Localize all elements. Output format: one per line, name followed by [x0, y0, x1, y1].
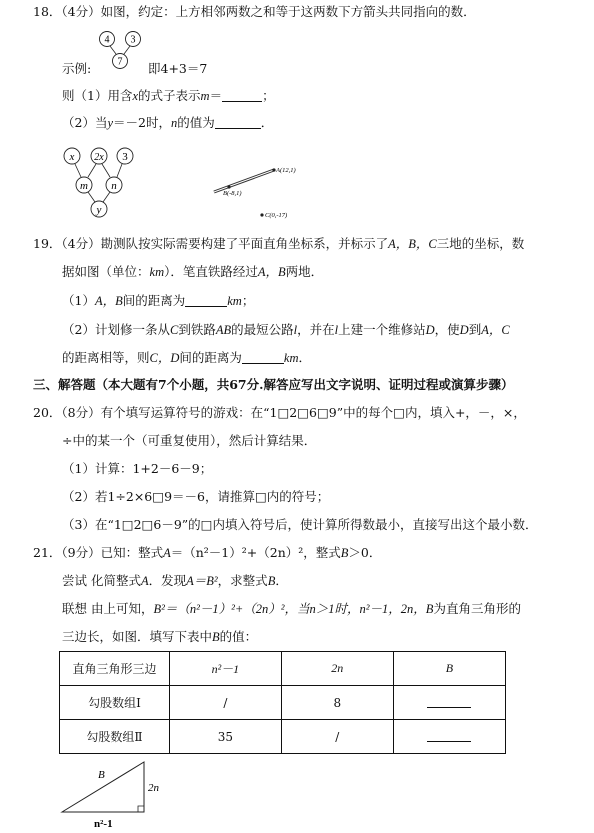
q18-example-label: 示例:	[62, 61, 92, 76]
q18-part1-blank[interactable]	[222, 89, 262, 102]
q20-part3: （3）在“1□2□6－9”的□内填入符号后，使计算所得数最小，直接写出这个最小数．	[62, 517, 538, 532]
q18-example-diagram	[95, 28, 155, 73]
q20-part2: （2）若1÷2×6□9＝－6，请推算□内的符号；	[62, 489, 330, 504]
table-cell: /	[281, 720, 393, 754]
table-cell: /	[169, 686, 281, 720]
triangle-base-label: n²-1	[94, 818, 113, 830]
example-node-4-label: 4	[104, 34, 110, 46]
table-cell: 35	[169, 720, 281, 754]
right-triangle-figure	[58, 758, 178, 830]
triangle-leg-label: 2n	[148, 782, 159, 794]
tree-node-n: n	[111, 180, 117, 192]
q18-part2: （2）当y＝－2时，n的值为 ．	[62, 115, 274, 130]
q20-line1: 20．（8分）有个填写运算符号的游戏：在“1□2□6□9”中的每个□内，填入+，－，×，	[33, 405, 526, 420]
table-cell: 勾股数组Ⅱ	[60, 720, 170, 754]
q18-tree-diagram	[58, 143, 143, 223]
table-header-row	[60, 652, 506, 686]
table-row	[60, 686, 506, 720]
point-c-label: C(0,-17)	[265, 212, 288, 219]
table-header-cell: 直角三角形三边	[60, 652, 170, 686]
point-b-label: B(-8,1)	[223, 190, 242, 197]
q19-part2: （2）计划修一条从C到铁路AB的最短公路l，并在l上建一个维修站D，使D到A，C	[62, 322, 510, 337]
q21-associate-line2: 三边长，如图．填写下表中B的值：	[62, 629, 258, 644]
answer-blank	[427, 729, 471, 742]
q21-line1: 21．（9分）已知：整式A＝（n²－1）²+（2n）²，整式B＞0．	[33, 545, 382, 560]
table-header-cell: 2n	[281, 652, 393, 686]
q18-coordinate-figure	[205, 158, 325, 224]
q18-example-equation: 即4+3＝7	[148, 61, 208, 76]
q20-line2: ÷中的某一个（可重复使用），然后计算结果．	[62, 433, 317, 448]
tree-node-2x: 2x	[94, 152, 104, 163]
q18-header: 18．（4分）如图，约定：上方相邻两数之和等于这两数下方箭头共同指向的数．	[33, 4, 476, 19]
tree-node-m: m	[80, 180, 88, 192]
q18-part1: 则（1）用含x的式子表示m＝ ；	[62, 88, 275, 103]
triangle-hypotenuse-label: B	[98, 769, 105, 781]
answer-blank	[427, 695, 471, 708]
example-node-3-label: 3	[130, 34, 136, 46]
point-b	[227, 185, 230, 188]
q18-part2-blank[interactable]	[215, 116, 261, 129]
table-header-cell: B	[393, 652, 505, 686]
point-a-label: A(12,1)	[276, 167, 296, 174]
table-cell: 8	[281, 686, 393, 720]
tree-node-x: x	[69, 151, 75, 163]
q21-associate: 联想 由上可知，B²＝（n²－1）²+（2n）²，当n＞1时，n²－1，2n，B为直角三角形的	[62, 601, 521, 616]
q19-part1: （1）A，B间的距离为 km；	[62, 293, 255, 308]
table-answer-cell[interactable]	[393, 686, 505, 720]
tree-node-y: y	[96, 204, 102, 216]
q19-part1-blank[interactable]	[185, 294, 227, 307]
q20-part1: （1）计算：1+2－6－9；	[62, 461, 213, 476]
table-answer-cell[interactable]	[393, 720, 505, 754]
q19-part2-blank[interactable]	[242, 351, 284, 364]
q21-try: 尝试 化简整式A．发现A＝B²，求整式B．	[62, 573, 288, 588]
tree-node-3: 3	[122, 151, 128, 163]
table-row	[60, 720, 506, 754]
q19-line2: 据如图（单位：km）．笔直铁路经过A，B两地．	[62, 264, 324, 279]
q19-part2-cont: 的距离相等，则C，D间的距离为 km．	[62, 350, 311, 365]
section3-heading: 三、解答题（本大题有7个小题，共67分.解答应写出文字说明、证明过程或演算步骤）	[33, 377, 514, 392]
table-header-cell: n²－1	[169, 652, 281, 686]
pythagorean-table	[59, 651, 506, 754]
table-cell: 勾股数组Ⅰ	[60, 686, 170, 720]
point-c	[260, 213, 263, 216]
q19-line1: 19．（4分）勘测队按实际需要构建了平面直角坐标系，并标示了A，B，C三地的坐标，数	[33, 236, 525, 251]
example-node-7-label: 7	[117, 56, 123, 68]
